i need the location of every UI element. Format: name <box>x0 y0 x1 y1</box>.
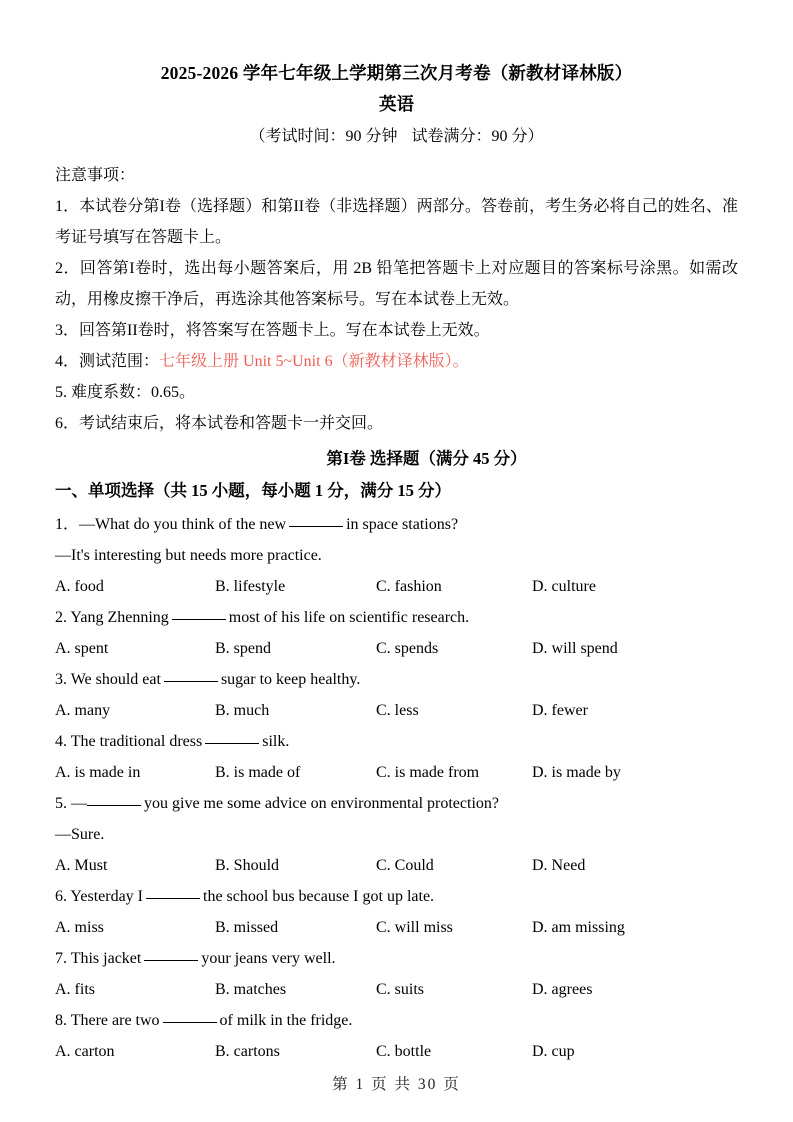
option-c[interactable]: C. will miss <box>376 919 453 936</box>
question-stem-after: the school bus because I got up late. <box>203 888 435 905</box>
notice-item-6: 6．考试结束后，将本试卷和答题卡一并交回。 <box>55 415 384 432</box>
question-stem-after: silk. <box>262 733 290 750</box>
option-d[interactable]: D. Need <box>532 857 586 874</box>
option-c[interactable]: C. bottle <box>376 1043 432 1060</box>
option-b[interactable]: B. spend <box>215 640 271 657</box>
option-row <box>55 695 738 726</box>
option-a[interactable]: A. carton <box>55 1043 115 1060</box>
notice-item-4 <box>55 346 738 377</box>
question-stem <box>55 1005 738 1036</box>
subject-title: 英语 <box>379 94 414 114</box>
answer-blank[interactable] <box>144 960 198 961</box>
question-stem-before: 3. We should eat <box>55 671 161 688</box>
option-a[interactable]: A. many <box>55 702 111 719</box>
question-continuation: —It's interesting but needs more practice. <box>55 547 322 564</box>
option-b[interactable]: B. is made of <box>215 764 301 781</box>
option-row <box>55 757 738 788</box>
notice-heading: 注意事项： <box>55 167 136 184</box>
question-continuation: —Sure. <box>55 826 105 843</box>
option-a[interactable]: A. fits <box>55 981 95 998</box>
page-footer: 第 1 页 共 30 页 <box>332 1076 461 1093</box>
question-stem <box>55 726 738 757</box>
option-c[interactable]: C. fashion <box>376 578 442 595</box>
multiple-choice-heading: 一、单项选择（共 15 小题，每小题 1 分，满分 15 分） <box>55 481 451 500</box>
option-b[interactable]: B. matches <box>215 981 287 998</box>
question-stem-after: in space stations? <box>346 516 459 533</box>
option-a[interactable]: A. Must <box>55 857 108 874</box>
option-d[interactable]: D. cup <box>532 1043 575 1060</box>
option-c[interactable]: C. less <box>376 702 419 719</box>
notice-item-3: 3．回答第II卷时，将答案写在答题卡上。写在本试卷上无效。 <box>55 322 490 339</box>
exam-total-score: 试卷满分：90 分） <box>411 128 544 145</box>
question-stem-before: 2. Yang Zhenning <box>55 609 169 626</box>
option-a[interactable]: A. is made in <box>55 764 141 781</box>
question-stem-after: you give me some advice on environmental protection? <box>144 795 499 812</box>
question-stem <box>55 788 738 819</box>
question-stem-after: most of his life on scientific research. <box>228 609 470 626</box>
part-one-heading: 第I卷 选择题（满分 45 分） <box>326 449 527 468</box>
question-stem-before: 7. This jacket <box>55 950 142 967</box>
question-stem <box>55 509 738 540</box>
answer-blank[interactable] <box>164 681 218 682</box>
option-d[interactable]: D. am missing <box>532 919 625 936</box>
option-d[interactable]: D. culture <box>532 578 596 595</box>
option-row <box>55 1036 738 1067</box>
notice-item-1: 1．本试卷分第I卷（选择题）和第II卷（非选择题）两部分。答卷前，考生务必将自己的姓名、准考证号填写在答题卡上。 <box>55 198 738 246</box>
option-b[interactable]: B. cartons <box>215 1043 280 1060</box>
exam-duration: （考试时间：90 分钟 <box>249 128 398 145</box>
option-b[interactable]: B. Should <box>215 857 280 874</box>
notice-scope-value: 七年级上册 Unit 5~Unit 6（新教材译林版）。 <box>159 353 469 370</box>
option-d[interactable]: D. agrees <box>532 981 593 998</box>
option-row <box>55 571 738 602</box>
question-stem-after: of milk in the fridge. <box>219 1012 353 1029</box>
option-b[interactable]: B. much <box>215 702 270 719</box>
question-stem <box>55 602 738 633</box>
question-stem-before: 4. The traditional dress <box>55 733 203 750</box>
question-stem-before: 6. Yesterday I <box>55 888 143 905</box>
exam-meta <box>55 120 738 154</box>
option-a[interactable]: A. miss <box>55 919 104 936</box>
option-b[interactable]: B. lifestyle <box>215 578 286 595</box>
question-stem-before: 5. — <box>55 795 87 812</box>
option-row <box>55 633 738 664</box>
option-d[interactable]: D. fewer <box>532 702 588 719</box>
question-stem <box>55 881 738 912</box>
option-c[interactable]: C. suits <box>376 981 425 998</box>
notice-item-2: 2．回答第I卷时，选出每小题答案后，用 2B 铅笔把答题卡上对应题目的答案标号涂黑。如需改动，用橡皮擦干净后，再选涂其他答案标号。写在本试卷上无效。 <box>55 260 738 308</box>
answer-blank[interactable] <box>163 1022 217 1023</box>
option-row <box>55 974 738 1005</box>
notice-item-5: 5. 难度系数：0.65。 <box>55 384 196 401</box>
option-d[interactable]: D. will spend <box>532 640 618 657</box>
question-stem-after: your jeans very well. <box>201 950 336 967</box>
option-a[interactable]: A. spent <box>55 640 109 657</box>
question-stem <box>55 664 738 695</box>
notice-scope-label: 4．测试范围： <box>55 353 160 370</box>
question-stem-before: 8. There are two <box>55 1012 160 1029</box>
answer-blank[interactable] <box>205 743 259 744</box>
answer-blank[interactable] <box>87 805 141 806</box>
answer-blank[interactable] <box>146 898 200 899</box>
option-c[interactable]: C. is made from <box>376 764 480 781</box>
option-b[interactable]: B. missed <box>215 919 279 936</box>
option-row <box>55 912 738 943</box>
option-row <box>55 850 738 881</box>
page-title: 2025-2026 学年七年级上学期第三次月考卷（新教材译林版） <box>160 63 633 83</box>
question-stem <box>55 943 738 974</box>
option-c[interactable]: C. Could <box>376 857 434 874</box>
option-c[interactable]: C. spends <box>376 640 439 657</box>
option-a[interactable]: A. food <box>55 578 104 595</box>
question-stem-after: sugar to keep healthy. <box>220 671 361 688</box>
answer-blank[interactable] <box>172 619 226 620</box>
question-stem-before: 1．—What do you think of the new <box>55 516 287 533</box>
option-d[interactable]: D. is made by <box>532 764 621 781</box>
answer-blank[interactable] <box>289 526 343 527</box>
